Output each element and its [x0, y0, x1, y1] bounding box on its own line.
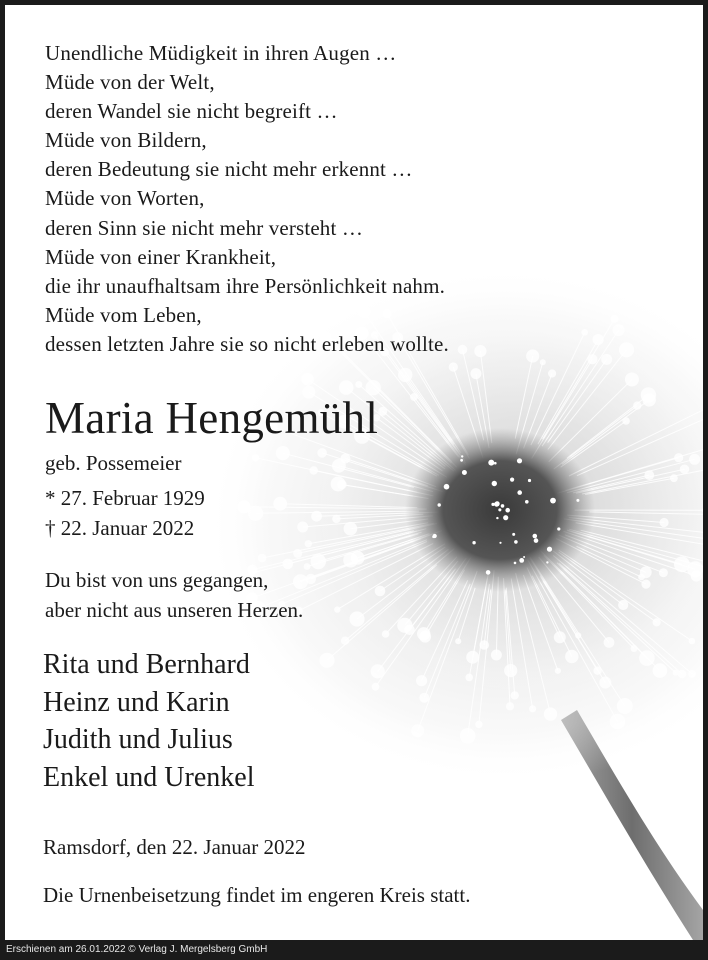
- seed-tuft: [293, 549, 302, 558]
- seed-sparkle: [534, 538, 539, 543]
- seed-sparkle: [444, 484, 450, 490]
- seed-tuft: [544, 707, 557, 720]
- seed-tuft: [659, 568, 668, 577]
- seed-sparkle: [557, 527, 560, 530]
- seed-tuft: [475, 721, 482, 728]
- quote-line: aber nicht aus unseren Herzen.: [45, 597, 304, 622]
- seed-tuft: [689, 638, 696, 645]
- poem-line: Müde von einer Krankheit,: [45, 244, 277, 269]
- mourner-entry: Rita und Bernhard: [43, 649, 250, 680]
- seed-tuft: [334, 606, 340, 612]
- seed-tuft: [554, 631, 566, 643]
- seed-tuft: [470, 368, 481, 379]
- seed-tuft: [548, 369, 556, 377]
- seed-tuft: [304, 563, 311, 570]
- seed-tuft: [565, 650, 578, 663]
- seed-tuft: [540, 359, 546, 365]
- seed-tuft: [419, 631, 431, 643]
- seed-tuft: [599, 677, 611, 689]
- seed-tuft: [611, 315, 619, 323]
- poem-line: Müde von Bildern,: [45, 128, 207, 153]
- poem-line: Unendliche Müdigkeit in ihren Augen …: [45, 41, 397, 65]
- seed-tuft: [305, 540, 312, 547]
- seed-sparkle: [462, 470, 467, 475]
- seed-tuft: [622, 417, 630, 425]
- seed-tuft: [680, 465, 689, 474]
- seed-tuft: [688, 670, 696, 678]
- seed-sparkle: [460, 459, 463, 462]
- seed-tuft: [466, 651, 479, 664]
- life-dates: [45, 483, 205, 543]
- seed-sparkle: [547, 547, 552, 552]
- seed-tuft: [310, 466, 318, 474]
- seed-tuft: [674, 453, 683, 462]
- seed-tuft: [491, 650, 502, 661]
- seed-tuft: [375, 586, 386, 597]
- seed-tuft: [458, 345, 468, 355]
- mourner-entry: Judith und Julius: [43, 724, 233, 755]
- poem-line: deren Wandel sie nicht begreift …: [45, 99, 338, 124]
- seed-tuft: [410, 393, 418, 401]
- seed-tuft: [449, 362, 458, 371]
- seed-tuft: [506, 702, 514, 710]
- seed-tuft: [575, 632, 581, 638]
- seed-tuft: [351, 551, 365, 565]
- seed-sparkle: [501, 504, 505, 508]
- seed-sparkle: [495, 501, 500, 506]
- seed-tuft: [301, 373, 314, 386]
- seed-tuft: [613, 324, 625, 336]
- poem-line: deren Sinn sie nicht mehr versteht …: [45, 215, 363, 240]
- poem-line: dessen letzten Jahre sie so nicht erleben wollte.: [45, 331, 449, 356]
- seed-tuft: [691, 570, 702, 581]
- seed-sparkle: [492, 481, 497, 486]
- seed-sparkle: [517, 490, 522, 495]
- seed-tuft: [455, 638, 461, 644]
- seed-tuft: [587, 354, 597, 364]
- seed-tuft: [689, 454, 700, 465]
- poem-line: deren Bedeutung sie nicht mehr erkennt …: [45, 157, 413, 182]
- seed-tuft: [344, 522, 358, 536]
- seed-tuft: [465, 674, 473, 682]
- poem-line: die ihr unaufhaltsam ihre Persönlichkeit nahm.: [45, 273, 445, 298]
- seed-sparkle: [499, 542, 501, 544]
- mourners-list: [43, 646, 255, 796]
- poem-line: Müde von der Welt,: [45, 70, 215, 95]
- seed-sparkle: [505, 516, 508, 519]
- seed-tuft: [349, 611, 364, 626]
- seed-tuft: [371, 664, 385, 678]
- poem: [45, 39, 449, 359]
- seed-sparkle: [533, 534, 538, 539]
- seed-sparkle: [496, 517, 498, 519]
- seed-sparkle: [517, 458, 522, 463]
- seed-tuft: [678, 670, 687, 679]
- seed-tuft: [670, 474, 678, 482]
- seed-sparkle: [546, 561, 548, 563]
- seed-tuft: [258, 554, 267, 563]
- seed-tuft: [311, 511, 322, 522]
- seed-tuft: [593, 334, 604, 345]
- seed-tuft: [372, 683, 380, 691]
- seed-tuft: [674, 556, 690, 572]
- publication-footer: Erschienen am 26.01.2022 © Verlag J. Mergelsberg GmbH: [6, 944, 268, 955]
- seed-sparkle: [519, 558, 524, 563]
- seed-tuft: [340, 454, 350, 464]
- seed-tuft: [617, 698, 633, 714]
- mourner-entry: Heinz und Karin: [43, 686, 230, 718]
- obituary-notice: [5, 5, 703, 940]
- seed-sparkle: [461, 455, 463, 457]
- seed-sparkle: [491, 503, 494, 506]
- seed-tuft: [633, 401, 641, 409]
- seed-tuft: [601, 354, 612, 365]
- seed-tuft: [640, 566, 652, 578]
- quote-line: Du bist von uns gegangen,: [45, 568, 269, 592]
- seed-sparkle: [510, 478, 514, 482]
- seed-sparkle: [523, 556, 525, 558]
- death-date: † 22. Januar 2022: [45, 516, 195, 540]
- seed-tuft: [526, 349, 539, 362]
- seed-tuft: [419, 693, 429, 703]
- birth-date: * 27. Februar 1929: [45, 486, 205, 510]
- seed-sparkle: [505, 508, 510, 513]
- birth-name: geb. Possemeier: [45, 451, 182, 475]
- seed-sparkle: [528, 479, 531, 482]
- seed-tuft: [610, 714, 626, 730]
- seed-tuft: [504, 664, 517, 677]
- seed-sparkle: [488, 460, 494, 466]
- seed-tuft: [460, 728, 476, 744]
- seed-sparkle: [494, 462, 497, 465]
- seed-tuft: [529, 705, 536, 712]
- seed-sparkle: [514, 562, 517, 565]
- seed-sparkle: [498, 508, 501, 511]
- place-and-date: Ramsdorf, den 22. Januar 2022: [43, 835, 306, 859]
- seed-sparkle: [576, 499, 579, 502]
- seed-tuft: [604, 637, 615, 648]
- poem-line: Müde von Worten,: [45, 186, 205, 211]
- seed-sparkle: [486, 570, 491, 575]
- seed-tuft: [411, 724, 424, 737]
- seed-tuft: [643, 393, 656, 406]
- seed-tuft: [555, 668, 561, 674]
- seed-sparkle: [525, 500, 529, 504]
- seed-tuft: [639, 650, 655, 666]
- seed-tuft: [653, 663, 668, 678]
- seed-tuft: [479, 640, 489, 650]
- seed-tuft: [660, 518, 669, 527]
- seed-tuft: [618, 600, 628, 610]
- seed-tuft: [653, 618, 661, 626]
- seed-tuft: [273, 497, 287, 511]
- mourner-entry: Enkel und Urenkel: [43, 761, 255, 793]
- seed-tuft: [252, 454, 259, 461]
- seed-tuft: [341, 637, 349, 645]
- poem-line: Müde vom Leben,: [45, 302, 202, 327]
- seed-tuft: [319, 653, 334, 668]
- seed-tuft: [355, 381, 362, 388]
- seed-sparkle: [438, 503, 441, 506]
- seed-tuft: [317, 448, 327, 458]
- seed-tuft: [644, 470, 654, 480]
- seed-tuft: [641, 580, 650, 589]
- seed-tuft: [673, 670, 679, 676]
- seed-tuft: [332, 515, 340, 523]
- seed-sparkle: [512, 533, 515, 536]
- seed-tuft: [625, 373, 639, 387]
- seed-tuft: [593, 667, 601, 675]
- seed-tuft: [378, 407, 387, 416]
- seed-tuft: [382, 630, 390, 638]
- seed-tuft: [619, 342, 634, 357]
- seed-tuft: [297, 522, 308, 533]
- seed-sparkle: [514, 540, 518, 544]
- seed-tuft: [238, 500, 251, 513]
- seed-sparkle: [432, 536, 435, 539]
- seed-tuft: [404, 625, 414, 635]
- seed-tuft: [631, 645, 638, 652]
- burial-note: Die Urnenbeisetzung findet im engeren Kreis statt.: [43, 883, 471, 907]
- seed-tuft: [581, 329, 588, 336]
- farewell-quote: [45, 566, 303, 625]
- seed-tuft: [416, 675, 427, 686]
- seed-tuft: [276, 446, 290, 460]
- seed-sparkle: [550, 498, 556, 504]
- seed-tuft: [511, 691, 519, 699]
- deceased-name: Maria Hengemühl: [45, 393, 379, 443]
- seed-tuft: [337, 480, 347, 490]
- seed-tuft: [398, 368, 412, 382]
- seed-tuft: [474, 345, 486, 357]
- seed-sparkle: [472, 541, 475, 544]
- seed-tuft: [311, 554, 326, 569]
